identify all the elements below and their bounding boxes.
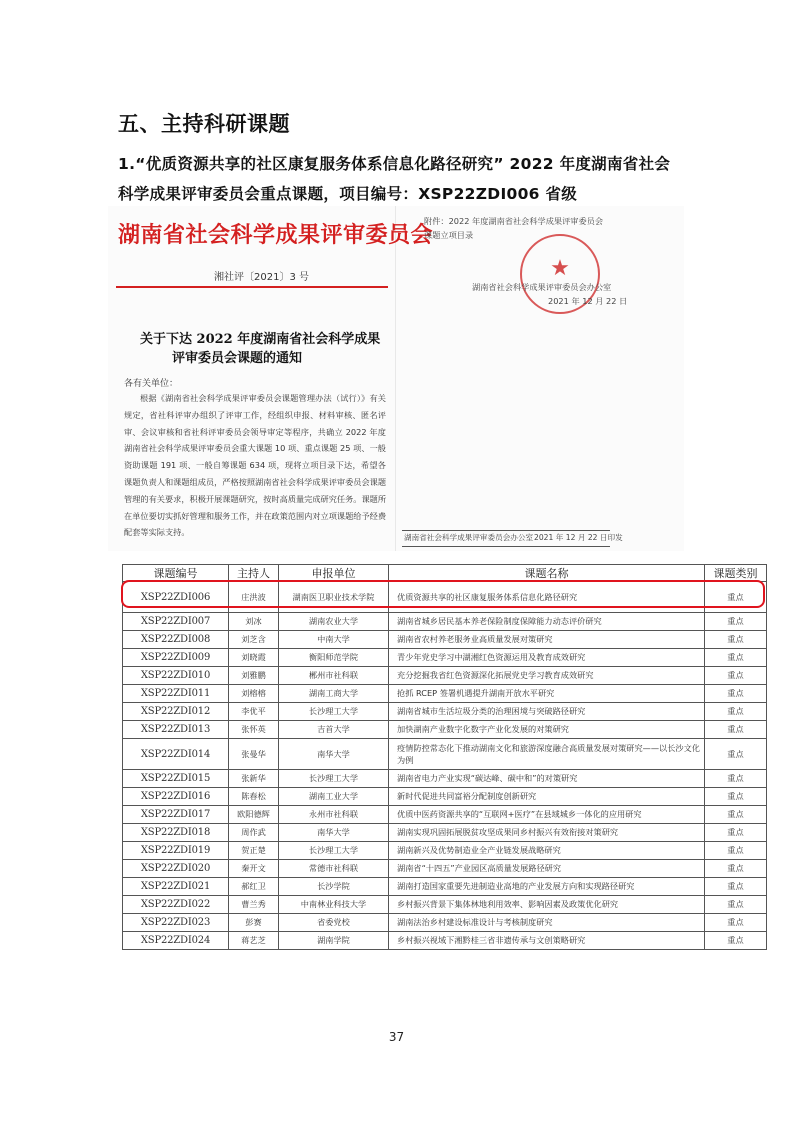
cell-host: 张新华 (229, 770, 279, 788)
cell-title: 抢抓 RCEP 签署机遇提升湖南开放水平研究 (389, 685, 705, 703)
cell-code: XSP22ZDI015 (123, 770, 229, 788)
header-title: 课题名称 (389, 565, 705, 582)
cell-category: 重点 (705, 685, 767, 703)
table-header-row (123, 565, 767, 582)
cell-code: XSP22ZDI020 (123, 860, 229, 878)
project-intro-line2: 科学成果评审委员会重点课题，项目编号：XSP22ZDI006 省级 (118, 185, 578, 203)
notice-doc-number: 湘社评〔2021〕3 号 (214, 272, 309, 283)
highlight-box (121, 580, 765, 608)
notice-body: 根据《湖南省社会科学成果评审委员会课题管理办法（试行）》有关规定，省社科评审办组织了评审工作，经组织申报、材料审核、匿名评审、会议审核和省社科评审委员会领导审定等程序，共确立 2022 年度湖南省社会科学成果评审委员会重大课题 10 项、重点课题 25 项、一般资助课题 191 项、一般自筹课题 634 项，现将立项目录下达，希望各课题负责人和课题组成员，严格按照湖南省社会科学成果评审委员会课题管理的有关要求，积极开展课题研究，按时高质量完成研究任务。课题所在单位要切实抓好管理和服务工作，并在政策范围内对立项课题给予经费配套等实际支持。 (124, 393, 387, 538)
cell-unit: 中南大学 (279, 631, 389, 649)
cell-code: XSP22ZDI021 (123, 878, 229, 896)
cell-code: XSP22ZDI017 (123, 806, 229, 824)
cell-category: 重点 (705, 878, 767, 896)
cell-code: XSP22ZDI010 (123, 667, 229, 685)
cell-unit: 吉首大学 (279, 721, 389, 739)
cell-category: 重点 (705, 631, 767, 649)
cell-title: 湖南实现巩固拓展脱贫攻坚成果同乡村振兴有效衔接对策研究 (389, 824, 705, 842)
cell-unit: 中南林业科技大学 (279, 896, 389, 914)
cell-category: 重点 (705, 582, 767, 613)
cell-host: 陈春松 (229, 788, 279, 806)
project-table (122, 564, 767, 950)
cell-host: 彭赛 (229, 914, 279, 932)
cell-category: 重点 (705, 649, 767, 667)
cell-title: 加快湖南产业数字化数字产业化发展的对策研究 (389, 721, 705, 739)
cell-category: 重点 (705, 896, 767, 914)
cell-title: 湖南省“十四五”产业园区高质量发展路径研究 (389, 860, 705, 878)
cell-title: 乡村振兴视域下湘黔桂三省非遗传承与文创策略研究 (389, 932, 705, 950)
cell-unit: 南华大学 (279, 739, 389, 770)
cell-title: 湖南省电力产业实现“碳达峰、碳中和”的对策研究 (389, 770, 705, 788)
cell-unit: 湖南工商大学 (279, 685, 389, 703)
project-intro-line1: 1.“优质资源共享的社区康复服务体系信息化路径研究” 2022 年度湖南省社会 (118, 155, 671, 173)
footer-rule-bottom (402, 546, 610, 547)
cell-title: 青少年党史学习中湖湘红色资源运用及教育成效研究 (389, 649, 705, 667)
table-row (123, 703, 767, 721)
notice-salutation: 各有关单位： (124, 379, 179, 389)
cell-category: 重点 (705, 667, 767, 685)
cell-category: 重点 (705, 703, 767, 721)
header-code: 课题编号 (123, 565, 229, 582)
cell-host: 郝红卫 (229, 878, 279, 896)
notice-attachment-label: 附件：2022 年度湖南省社会科学成果评审委员会课题立项目录 (424, 216, 604, 240)
cell-code: XSP22ZDI006 (123, 582, 229, 613)
table-row (123, 649, 767, 667)
cell-unit: 常德市社科联 (279, 860, 389, 878)
table-row (123, 739, 767, 770)
cell-host: 蒋艺芝 (229, 932, 279, 950)
notice-office-name: 湖南省社会科学成果评审委员会办公室 (472, 282, 612, 292)
cell-unit: 长沙学院 (279, 878, 389, 896)
cell-host: 贺正楚 (229, 842, 279, 860)
section-title: 五、主持科研课题 (118, 112, 290, 136)
cell-host: 欧阳德辉 (229, 806, 279, 824)
cell-title: 充分挖掘我省红色资源深化拓展党史学习教育成效研究 (389, 667, 705, 685)
cell-code: XSP22ZDI012 (123, 703, 229, 721)
cell-host: 曹兰秀 (229, 896, 279, 914)
cell-host: 刘雅鹏 (229, 667, 279, 685)
cell-unit: 南华大学 (279, 824, 389, 842)
notice-footer-office: 湖南省社会科学成果评审委员会办公室 (404, 533, 534, 542)
cell-unit: 湖南学院 (279, 932, 389, 950)
table-row (123, 806, 767, 824)
cell-title: 优质中医药资源共享的“互联网+医疗”在县域城乡一体化的应用研究 (389, 806, 705, 824)
cell-unit: 永州市社科联 (279, 806, 389, 824)
cell-category: 重点 (705, 788, 767, 806)
page-number: 37 (388, 1030, 405, 1044)
table-row (123, 860, 767, 878)
cell-code: XSP22ZDI009 (123, 649, 229, 667)
cell-category: 重点 (705, 842, 767, 860)
table-row (123, 631, 767, 649)
cell-unit: 省委党校 (279, 914, 389, 932)
cell-host: 刘冰 (229, 613, 279, 631)
table-row (123, 788, 767, 806)
table-row (123, 896, 767, 914)
table-row (123, 770, 767, 788)
cell-code: XSP22ZDI024 (123, 932, 229, 950)
cell-title: 湖南打造国家重要先进制造业高地的产业发展方向和实现路径研究 (389, 878, 705, 896)
cell-category: 重点 (705, 613, 767, 631)
cell-code: XSP22ZDI011 (123, 685, 229, 703)
cell-code: XSP22ZDI016 (123, 788, 229, 806)
cell-category: 重点 (705, 721, 767, 739)
header-category: 课题类别 (705, 565, 767, 582)
cell-host: 庄洪波 (229, 582, 279, 613)
cell-title: 湖南新兴及优势制造业全产业链发展战略研究 (389, 842, 705, 860)
cell-unit: 长沙理工大学 (279, 770, 389, 788)
seal-star-icon: ★ (550, 256, 570, 281)
cell-title: 湖南省城市生活垃圾分类的治理困境与突破路径研究 (389, 703, 705, 721)
cell-unit: 郴州市社科联 (279, 667, 389, 685)
notice-red-rule (116, 286, 388, 288)
cell-unit: 湖南工业大学 (279, 788, 389, 806)
cell-category: 重点 (705, 824, 767, 842)
cell-host: 张曼华 (229, 739, 279, 770)
cell-host: 刘榕榕 (229, 685, 279, 703)
table-row (123, 613, 767, 631)
cell-title: 乡村振兴背景下集体林地利用效率、影响因素及政策优化研究 (389, 896, 705, 914)
notice-title-line2: 评审委员会课题的通知 (172, 351, 303, 366)
header-host: 主持人 (229, 565, 279, 582)
cell-category: 重点 (705, 739, 767, 770)
cell-category: 重点 (705, 932, 767, 950)
cell-code: XSP22ZDI007 (123, 613, 229, 631)
cell-code: XSP22ZDI022 (123, 896, 229, 914)
table-row (123, 932, 767, 950)
cell-title: 优质资源共享的社区康复服务体系信息化路径研究 (389, 582, 705, 613)
table-row (123, 914, 767, 932)
cell-title: 新时代促进共同富裕分配制度创新研究 (389, 788, 705, 806)
cell-host: 周作武 (229, 824, 279, 842)
cell-code: XSP22ZDI018 (123, 824, 229, 842)
cell-code: XSP22ZDI008 (123, 631, 229, 649)
table-row (123, 685, 767, 703)
cell-unit: 长沙理工大学 (279, 842, 389, 860)
footer-rule-top (402, 530, 610, 531)
cell-unit: 湖南农业大学 (279, 613, 389, 631)
cell-host: 张怀英 (229, 721, 279, 739)
table-row (123, 842, 767, 860)
cell-host: 刘芝含 (229, 631, 279, 649)
table-row (123, 667, 767, 685)
cell-title: 湖南省城乡居民基本养老保险制度保障能力动态评价研究 (389, 613, 705, 631)
cell-title: 湖南法治乡村建设标准设计与考核制度研究 (389, 914, 705, 932)
cell-category: 重点 (705, 770, 767, 788)
cell-code: XSP22ZDI014 (123, 739, 229, 770)
notice-title-line1: 关于下达 2022 年度湖南省社会科学成果 (140, 332, 381, 347)
cell-host: 秦开文 (229, 860, 279, 878)
cell-code: XSP22ZDI019 (123, 842, 229, 860)
cell-category: 重点 (705, 806, 767, 824)
cell-unit: 湖南医卫职业技术学院 (279, 582, 389, 613)
cell-category: 重点 (705, 860, 767, 878)
notice-org-header: 湖南省社会科学成果评审委员会 (118, 222, 434, 248)
cell-title: 疫情防控常态化下推动湖南文化和旅游深度融合高质量发展对策研究——以长沙文化为例 (389, 739, 705, 770)
scan-page-divider (395, 206, 396, 551)
cell-title: 湖南省农村养老服务业高质量发展对策研究 (389, 631, 705, 649)
cell-unit: 长沙理工大学 (279, 703, 389, 721)
notice-footer-date: 2021 年 12 月 22 日印发 (534, 533, 623, 542)
cell-code: XSP22ZDI013 (123, 721, 229, 739)
table-body (123, 582, 767, 950)
table-row (123, 721, 767, 739)
cell-category: 重点 (705, 914, 767, 932)
table-row (123, 824, 767, 842)
header-unit: 申报单位 (279, 565, 389, 582)
notice-office-date: 2021 年 12 月 22 日 (548, 296, 628, 306)
cell-host: 李优平 (229, 703, 279, 721)
table-row (123, 878, 767, 896)
cell-code: XSP22ZDI023 (123, 914, 229, 932)
cell-host: 刘晓霞 (229, 649, 279, 667)
cell-unit: 衡阳师范学院 (279, 649, 389, 667)
